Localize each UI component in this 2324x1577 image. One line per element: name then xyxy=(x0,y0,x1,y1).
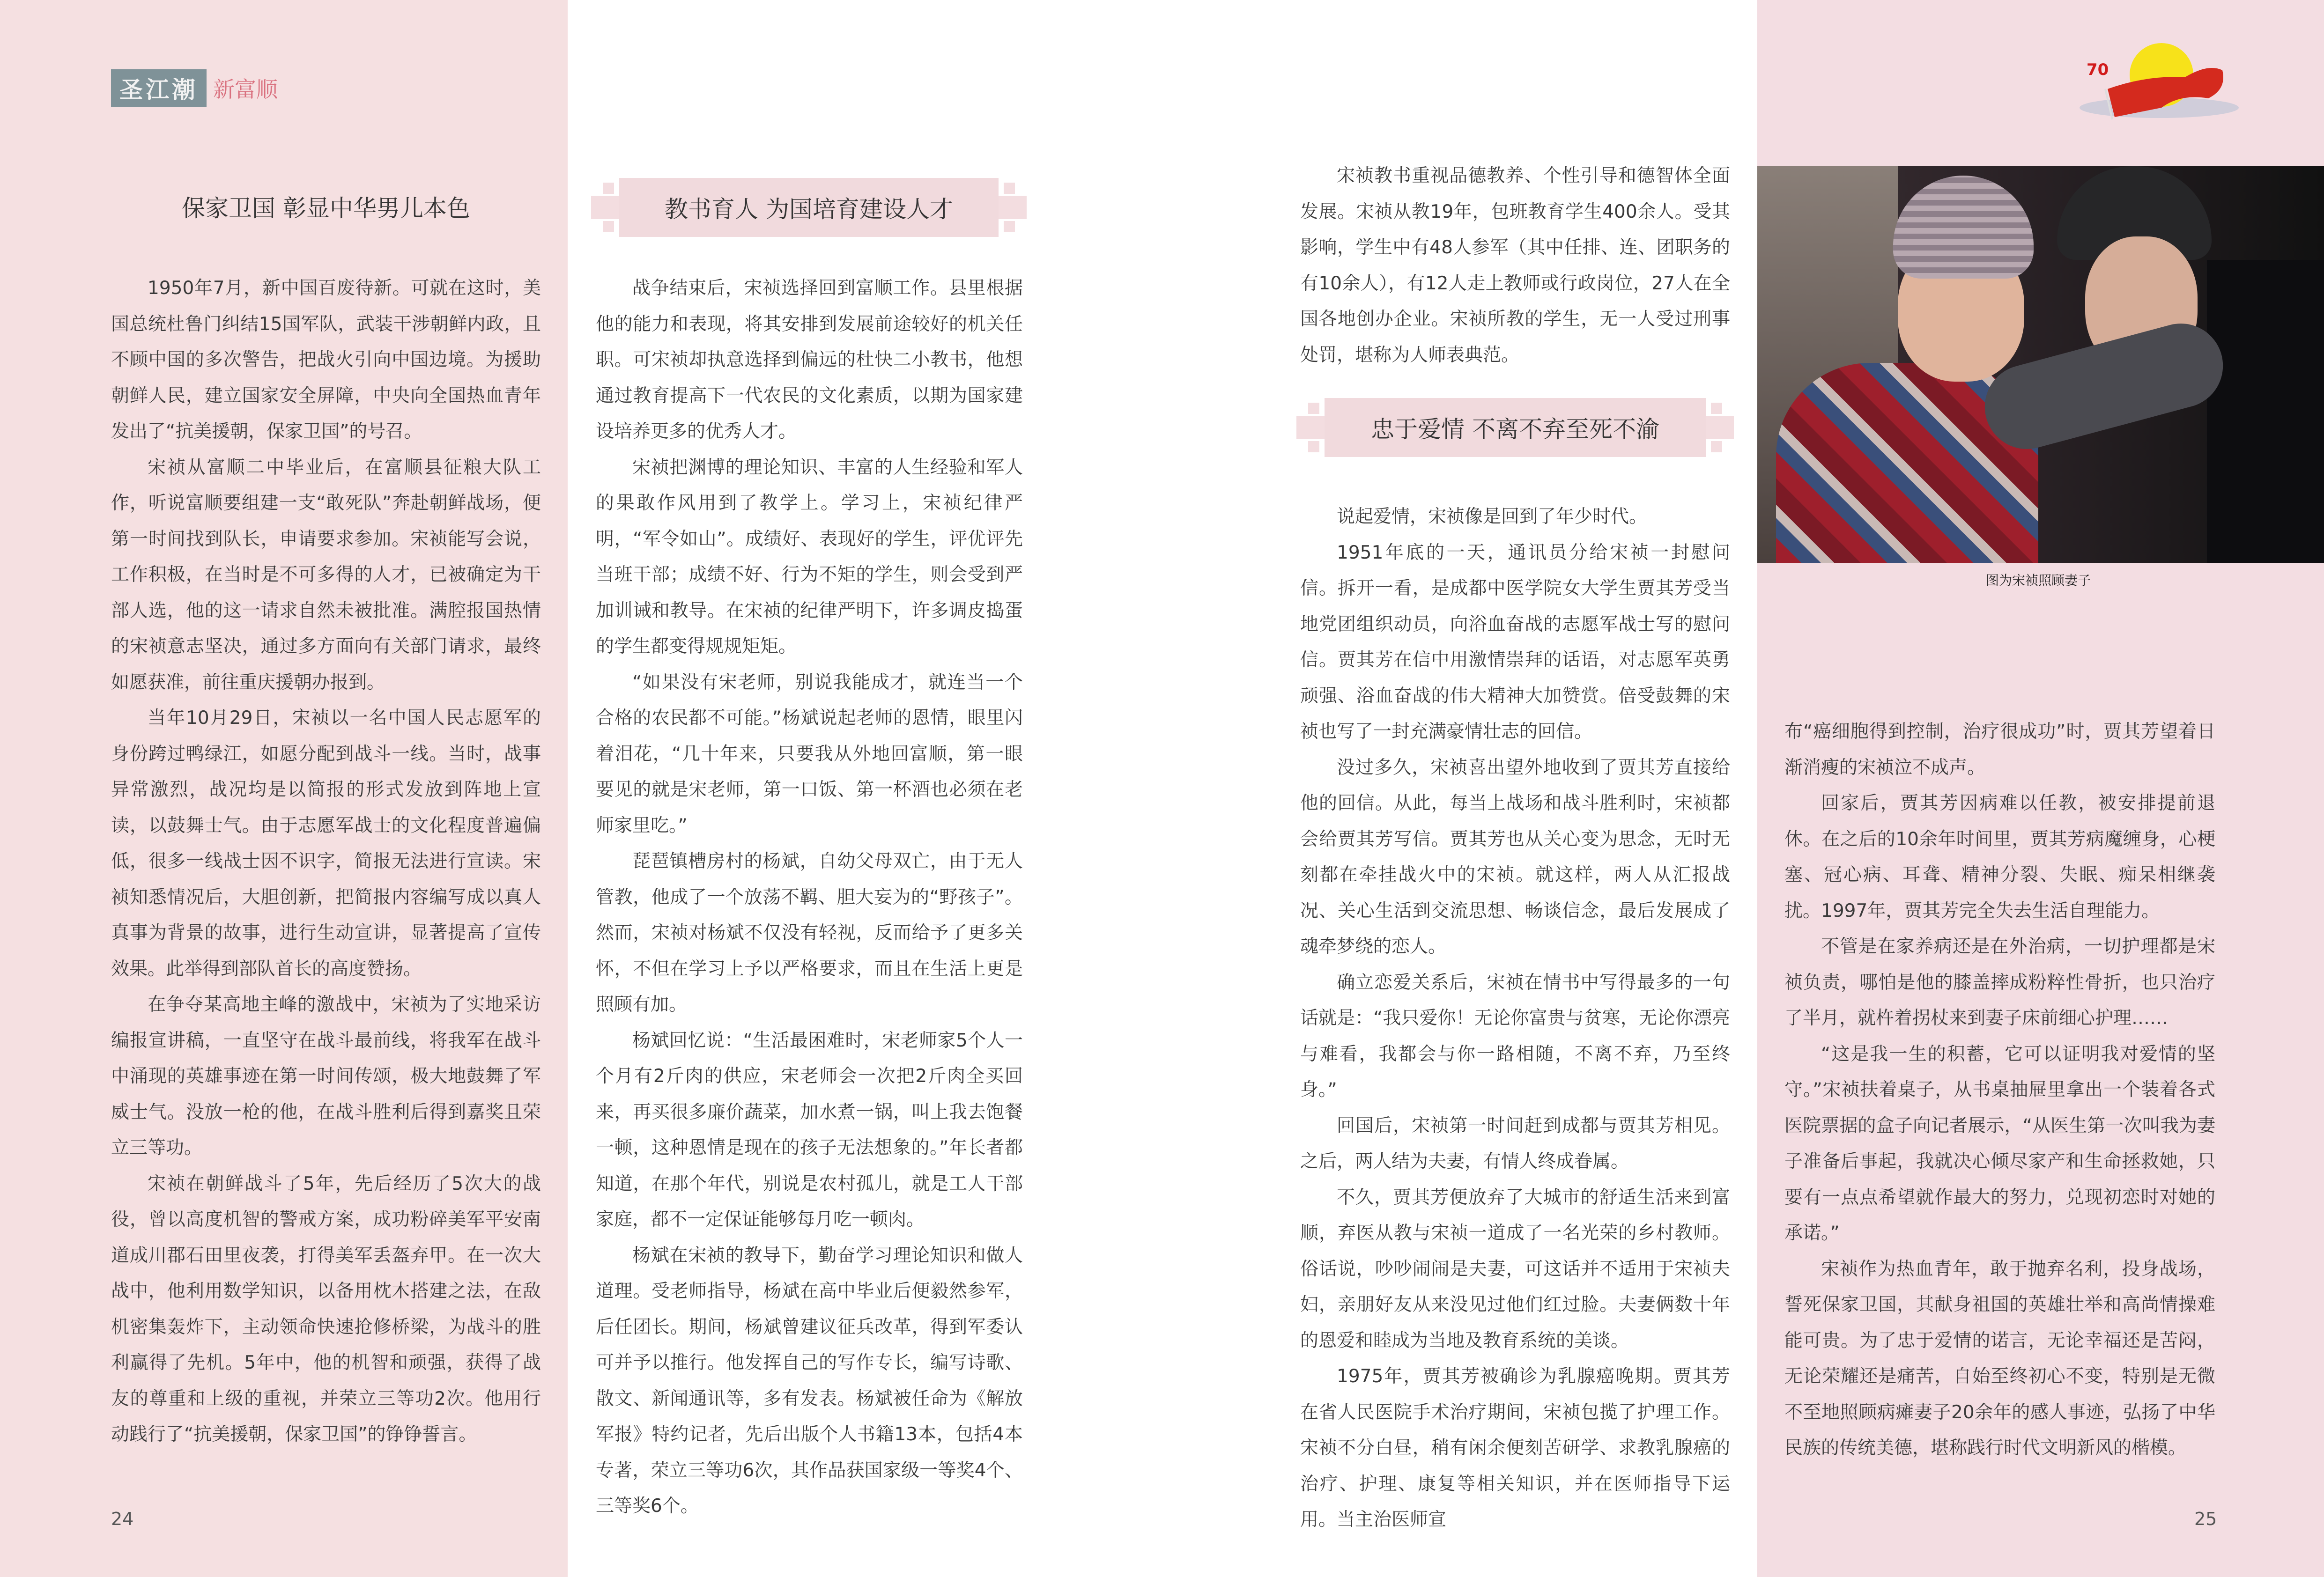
article-paragraph: 琵琶镇槽房村的杨斌，自幼父母双亡，由于无人管教，他成了一个放荡不羁、胆大妄为的“野孩子”。然而，宋祯对杨斌不仅没有轻视，反而给予了更多关怀，不但在学习上予以严格要求，而且在生活上更是照顾有加。 xyxy=(596,851,1023,1015)
article-paragraph: 确立恋爱关系后，宋祯在情书中写得最多的一句话就是：“我只爱你！无论你富贵与贫寒，无论你漂亮与难看，我都会与你一路相随，不离不弃，乃至终身。” xyxy=(1300,972,1730,1100)
article-paragraph: 没过多久，宋祯喜出望外地收到了贾其芳直接给他的回信。从此，每当上战场和战斗胜利时，宋祯都会给贾其芳写信。贾其芳也从关心变为思念，无时无刻都在牵挂战火中的宋祯。就这样，两人从汇报战况、关心生活到交流思想、畅谈信念，最后发展成了魂牵梦绕的恋人。 xyxy=(1300,757,1730,957)
article-column-2 xyxy=(596,271,1023,1525)
article-paragraph: 回国后，宋祯第一时间赶到成都与贾其芳相见。之后，两人结为夫妻，有情人终成眷属。 xyxy=(1300,1115,1730,1172)
article-paragraph: 宋祯在朝鲜战斗了5年，先后经历了5次大的战役，曾以高度机智的警戒方案，成功粉碎美军平安南道成川郡石田里夜袭，打得美军丢盔弃甲。在一次大战中，他利用数学知识，以备用枕木搭建之法，在敌机密集轰炸下，主动领命快速抢修桥梁，为战斗的胜利赢得了先机。5年中，他的机智和顽强，获得了战友的尊重和上级的重视，并荣立三等功2次。他用行动践行了“抗美援朝，保家卫国”的铮铮誓言。 xyxy=(111,1173,541,1445)
article-paragraph: 1975年，贾其芳被确诊为乳腺癌晚期。贾其芳在省人民医院手术治疗期间，宋祯包揽了护理工作。宋祯不分白昼，稍有闲余便刻苦研学、求教乳腺癌的治疗、护理、康复等相关知识，并在医师指导下运用。当主治医师宣 xyxy=(1300,1366,1730,1530)
photo-caption: 图为宋祯照顾妻子 xyxy=(1986,573,2091,588)
article-paragraph: 1950年7月，新中国百废待新。可就在这时，美国总统杜鲁门纠结15国军队，武装干涉朝鲜内政，且不顾中国的多次警告，把战火引向中国边境。为援助朝鲜人民，建立国家安全屏障，中央向全国热血青年发出了“抗美援朝，保家卫国”的号召。 xyxy=(111,278,541,442)
article-paragraph: 说起爱情，宋祯像是回到了年少时代。 xyxy=(1337,506,1648,527)
article-paragraph: 宋祯把渊博的理论知识、丰富的人生经验和军人的果敢作风用到了教学上。学习上，宋祯纪律严明，“军令如山”。成绩好、表现好的学生，评优评先当班干部；成绩不好、行为不矩的学生，则会受到严加训诫和教导。在宋祯的纪律严明下，许多调皮捣蛋的学生都变得规规矩矩。 xyxy=(596,457,1023,657)
article-paragraph: 宋祯作为热血青年，敢于抛弃名利，投身战场，誓死保家卫国，其献身祖国的英雄壮举和高尚情操难能可贵。为了忠于爱情的诺言，无论幸福还是苦闷，无论荣耀还是痛苦，自始至终初心不变，特别是无微不至地照顾病瘫妻子20余年的感人事迹，弘扬了中华民族的传统美德，堪称践行时代文明新风的楷模。 xyxy=(1784,1258,2215,1459)
article-paragraph: 杨斌回忆说：“生活最困难时，宋老师家5个人一个月有2斤肉的供应，宋老师会一次把2斤肉全买回来，再买很多廉价蔬菜，加水煮一锅，叫上我去饱餐一顿，这种恩情是现在的孩子无法想象的。”年长者都知道，在那个年代，别说是农村孤儿，就是工人干部家庭，都不一定保证能够每月吃一顿肉。 xyxy=(596,1030,1023,1230)
article-column-4 xyxy=(1784,714,2215,1466)
article-paragraph: 杨斌在宋祯的教导下，勤奋学习理论知识和做人道理。受老师指导，杨斌在高中毕业后便毅然参军，后任团长。期间，杨斌曾建议征兵改革，得到军委认可并予以推行。他发挥自己的写作专长，编写诗歌、散文、新闻通讯等，多有发表。杨斌被任命为《解放军报》特约记者，先后出版个人书籍13本，包括4本专著，荣立三等功6次，其作品获国家级一等奖4个、三等奖6个。 xyxy=(596,1245,1023,1517)
page-number-right: 25 xyxy=(2194,1509,2217,1529)
article-paragraph: 不管是在家养病还是在外治病，一切护理都是宋祯负责，哪怕是他的膝盖摔成粉粹性骨折，也只治疗了半月，就杵着拐杖来到妻子床前细心护理…… xyxy=(1784,936,2215,1029)
section-title-teaching: 教书育人 为国培育建设人才 xyxy=(665,196,953,223)
svg-text:70: 70 xyxy=(2087,60,2109,79)
photo-song-zhen-caring-for-wife xyxy=(1757,166,2324,563)
brand-logo: 圣江潮 xyxy=(111,69,207,107)
section-title-defend-country: 保家卫国 彰显中华男儿本色 xyxy=(182,195,470,222)
magazine-brand xyxy=(111,69,278,107)
paragraph-continuation: 布“癌细胞得到控制，治疗很成功”时，贾其芳望着日渐消瘦的宋祯泣不成声。 xyxy=(1784,721,2215,778)
article-column-3-top xyxy=(1300,158,1730,373)
article-paragraph: 回家后，贾其芳因病难以任教，被安排提前退休。在之后的10余年时间里，贾其芳病魔缠身，心梗塞、冠心病、耳聋、精神分裂、失眠、痴呆相继袭扰。1997年，贾其芳完全失去生活自理能力。 xyxy=(1784,793,2215,921)
article-paragraph: 宋祯从富顺二中毕业后，在富顺县征粮大队工作，听说富顺要组建一支“敢死队”奔赴朝鲜战场，便第一时间找到队长，申请要求参加。宋祯能写会说，工作积极，在当时是不可多得的人才，已被确定为干部人选，他的这一请求自然未被批准。满腔报国热情的宋祯意志坚决，通过多方面向有关部门请求，最终如愿获准，前往重庆援朝办报到。 xyxy=(111,457,541,693)
article-column-1 xyxy=(111,271,541,1453)
article-column-3 xyxy=(1300,499,1730,1538)
article-paragraph: “这是我一生的积蓄，它可以证明我对爱情的坚守。”宋祯扶着桌子，从书桌抽屉里拿出一个装着各式医院票据的盒子向记者展示，“从医生第一次叫我为妻子准备后事起，我就决心倾尽家产和生命拯救她，只要有一点点希望就作最大的努力，兑现初恋时对她的承诺。” xyxy=(1784,1043,2215,1244)
article-paragraph: 不久，贾其芳便放弃了大城市的舒适生活来到富顺，弃医从教与宋祯一道成了一名光荣的乡村教师。俗话说，吵吵闹闹是夫妻，可这话并不适用于宋祯夫妇，亲朋好友从来没见过他们红过脸。夫妻俩数十年的恩爱和睦成为当地及教育系统的美谈。 xyxy=(1300,1186,1730,1351)
section-heading-teaching xyxy=(591,178,1027,237)
section-heading-love xyxy=(1296,398,1734,457)
article-paragraph: 战争结束后，宋祯选择回到富顺工作。县里根据他的能力和表现，将其安排到发展前途较好的机关任职。可宋祯却执意选择到偏远的杜快二小教书，他想通过教育提高下一代农民的文化素质，以期为国家建设培养更多的优秀人才。 xyxy=(596,278,1023,442)
article-paragraph: “如果没有宋老师，别说我能成才，就连当一个合格的农民都不可能。”杨斌说起老师的恩情，眼里闪着泪花，“几十年来，只要我从外地回富顺，第一眼要见的就是宋老师，第一口饭、第一杯酒也必须在老师家里吃。” xyxy=(596,671,1023,836)
brand-subtitle: 新富顺 xyxy=(213,77,278,102)
article-paragraph: 在争夺某高地主峰的激战中，宋祯为了实地采访编报宣讲稿，一直坚守在战斗最前线，将我军在战斗中涌现的英雄事迹在第一时间传颂，极大地鼓舞了军威士气。没放一枪的他，在战斗胜利后得到嘉奖且荣立三等功。 xyxy=(111,994,541,1158)
article-paragraph: 1951年底的一天，通讯员分给宋祯一封慰问信。拆开一看，是成都中医学院女大学生贾其芳受当地党团组织动员，向浴血奋战的志愿军战士写的慰问信。贾其芳在信中用激情崇拜的话语，对志愿军英勇顽强、浴血奋战的伟大精神大加赞赏。倍受鼓舞的宋祯也写了一封充满豪情壮志的回信。 xyxy=(1300,542,1730,742)
page-number-left: 24 xyxy=(111,1509,134,1529)
70th-anniversary-emblem xyxy=(2068,19,2250,126)
article-paragraph: 宋祯教书重视品德教养、个性引导和德智体全面发展。宋祯从教19年，包班教育学生400余人。受其影响，学生中有48人参军（其中任排、连、团职务的有10余人），有12人走上教师或行政岗位，27人在全国各地创办企业。宋祯所教的学生，无一人受过刑事处罚，堪称为人师表典范。 xyxy=(1300,165,1730,366)
section-title-love: 忠于爱情 不离不弃至死不渝 xyxy=(1371,416,1659,443)
article-paragraph: 当年10月29日，宋祯以一名中国人民志愿军的身份跨过鸭绿江，如愿分配到战斗一线。当时，战事异常激烈，战况均是以简报的形式发放到阵地上宣读，以鼓舞士气。由于志愿军战士的文化程度普遍偏低，很多一线战士因不识字，简报无法进行宣读。宋祯知悉情况后，大胆创新，把简报内容编写成以真人真事为背景的故事，进行生动宣讲，显著提高了宣传效果。此举得到部队首长的高度赞扬。 xyxy=(111,707,541,980)
